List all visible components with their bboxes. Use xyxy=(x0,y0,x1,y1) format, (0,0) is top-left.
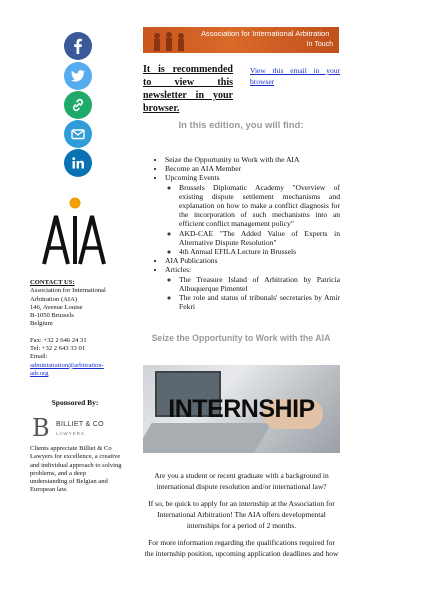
toc-subitem: ◦ Brussels Diplomatic Academy "Overview of existing dispute settlement mechanisms and explanation on how to make a conflict diagnosis for the incorporation of such mechanisms into an efficient conflict management policy" xyxy=(179,183,340,229)
link-icon xyxy=(70,97,86,113)
sponsor-subtitle: LAWYERS xyxy=(56,431,85,436)
toc-item: • Upcoming Events ◦ Brussels Diplomatic Academy "Overview of existing dispute settlement mechanisms and explanation on how to make a conflict diagnosis for the incorporation of such mechanisms into an efficient conflict management policy" ◦ AKD-CAE "The Added Value of Experts in Alternative Dispute Resolution" ◦ 4th Annual EFILA Lecture in Brussels xyxy=(165,173,340,256)
twitter-share-button[interactable] xyxy=(64,62,92,90)
sponsor-logo[interactable] xyxy=(30,416,122,442)
aia-logo xyxy=(40,196,106,266)
toc-subitem: ◦ The role and status of tribunals' secretaries by Amir Fekri xyxy=(179,293,340,311)
toc-item: • Seize the Opportunity to Work with the AIA xyxy=(165,155,340,164)
toc-subitem: ◦ 4th Annual EFILA Lecture in Brussels xyxy=(179,247,340,256)
sponsor-name: BILLIET & CO xyxy=(56,421,104,428)
section-heading: Seize the Opportunity to Work with the AIA xyxy=(151,333,331,343)
banner-title: Association for International Arbitration xyxy=(201,29,330,38)
browser-recommendation: It is recommended to view this newsletter in your browser. xyxy=(143,64,233,114)
email-share-button[interactable] xyxy=(64,120,92,148)
facebook-share-button[interactable] xyxy=(64,32,92,60)
body-paragraph: Are you a student or recent graduate with a background in international dispute resolution and/or international law? xyxy=(154,471,329,491)
email-icon xyxy=(70,126,86,142)
facebook-icon xyxy=(70,38,86,54)
toc-item: • Articles: ◦ The Treasure Island of Arbitration by Patricia Albuquerque Pimentel ◦ The role and status of tribunals' secretaries by Amir Fekri xyxy=(165,265,340,311)
contact-block xyxy=(30,279,120,378)
contact-tel: Tel: +32 2 643 33 01 xyxy=(30,345,86,353)
linkedin-share-button[interactable] xyxy=(64,149,92,177)
edition-heading: In this edition, you will find: xyxy=(178,120,304,131)
contact-email-label: Email: xyxy=(30,353,48,361)
view-in-browser-link[interactable]: View this email in your browser xyxy=(250,66,340,86)
sponsor-description: Clients appreciate Billiet & Co Lawyers for excellence, a creative and individual approach to solving problems, and a deep understanding of Belgian and European law. xyxy=(30,445,122,494)
body-paragraph: For more information regarding the qualifications required for the internship position, upcoming application deadlines and how xyxy=(144,538,339,558)
table-of-contents xyxy=(155,155,340,311)
toc-item: • AIA Publications xyxy=(165,256,340,265)
hero-title: INTERNSHIP xyxy=(168,395,315,423)
newsletter-banner xyxy=(143,27,339,53)
contact-fax: Fax: +32 2 646 24 31 xyxy=(30,336,87,344)
linkedin-icon xyxy=(70,155,86,171)
toc-subitem: ◦ AKD-CAE "The Added Value of Experts in Alternative Dispute Resolution" xyxy=(179,229,340,247)
toc-item: • Become an AIA Member xyxy=(165,164,340,173)
laptop-keyboard xyxy=(143,423,272,453)
contact-city: B-1050 Brussels xyxy=(30,312,74,320)
billiet-b-icon: B xyxy=(32,414,50,442)
contact-street: 146, Avenue Louise xyxy=(30,303,83,311)
sponsored-heading: Sponsored By: xyxy=(51,398,99,407)
people-silhouette-icon xyxy=(149,31,189,51)
body-paragraph: If so, be quick to apply for an internship at the Association for International Arbitration! The AIA offers developmental internships for a period of 2 months. xyxy=(148,499,335,530)
internship-hero-image xyxy=(143,365,340,453)
toc-subitem: ◦ The Treasure Island of Arbitration by Patricia Albuquerque Pimentel xyxy=(179,275,340,293)
copy-link-button[interactable] xyxy=(64,91,92,119)
contact-email-link[interactable]: administration@arbitration-adr.org xyxy=(30,361,104,377)
contact-org: Association for International Arbitration (AIA) xyxy=(30,287,106,303)
twitter-icon xyxy=(70,68,86,84)
article-body xyxy=(143,470,340,565)
contact-heading: CONTACT US: xyxy=(30,279,75,286)
banner-subtitle: In Touch xyxy=(306,41,333,48)
contact-country: Belgium xyxy=(30,320,53,328)
